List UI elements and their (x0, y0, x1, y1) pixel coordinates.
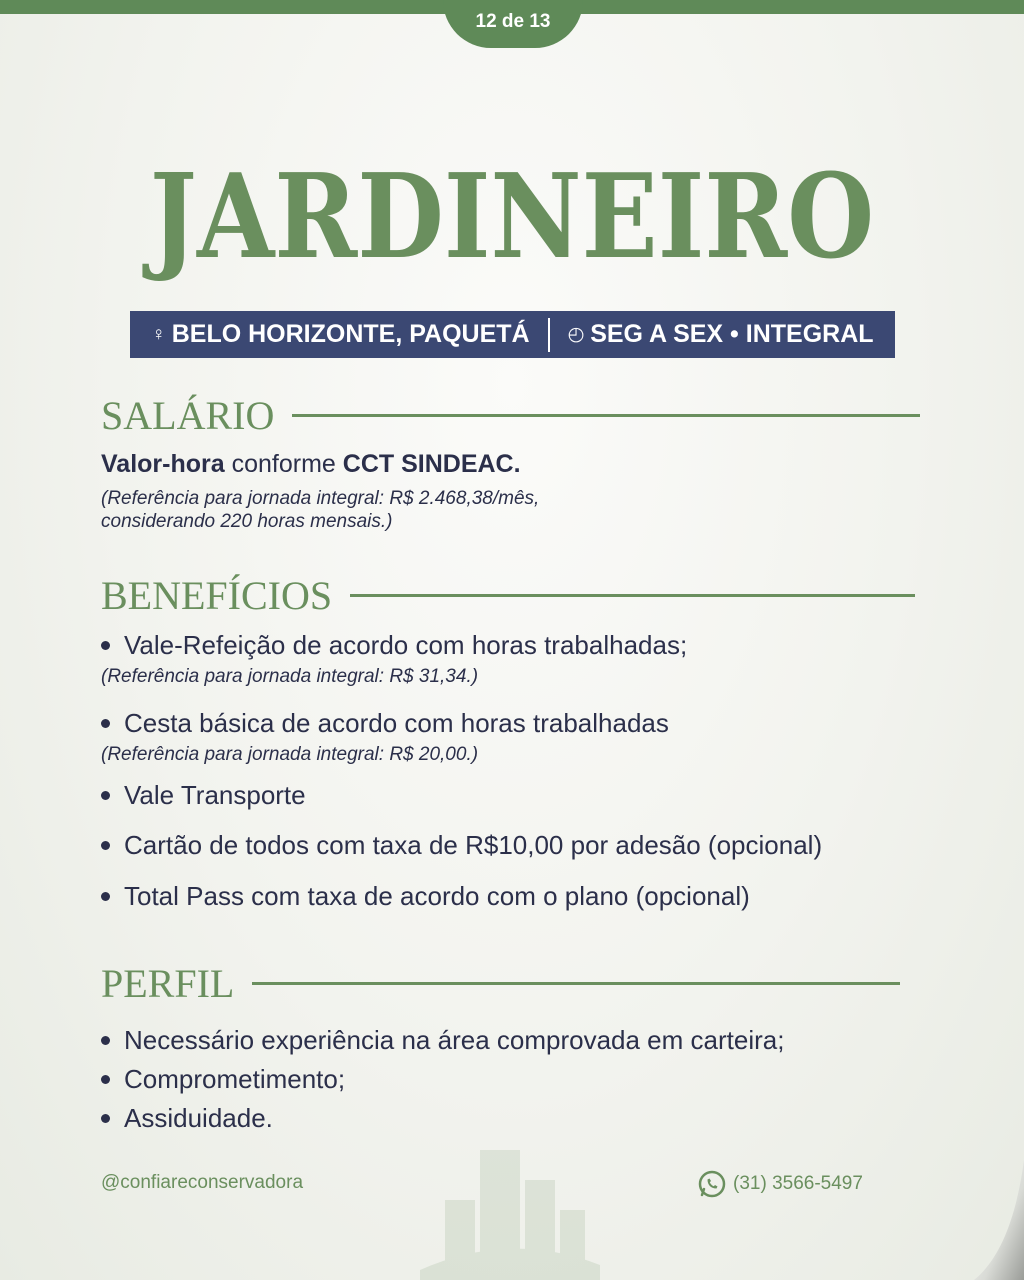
beneficio-item (101, 780, 306, 811)
page-indicator-text: 12 de 13 (475, 11, 551, 32)
perfil-item-text: Comprometimento; (124, 1064, 346, 1094)
bullet-dot-icon (101, 719, 110, 728)
bullet-dot-icon (101, 1114, 110, 1123)
bullet-dot-icon (101, 892, 110, 901)
perfil-item (101, 1103, 273, 1134)
salario-value-bold2: CCT SINDEAC. (342, 450, 521, 478)
perfil-item (101, 1025, 784, 1056)
clock-icon: ◴ (567, 324, 585, 345)
beneficio-item-text: Cartão de todos com taxa de R$10,00 por adesão (opcional) (124, 830, 823, 860)
salario-value (101, 450, 521, 479)
phone-text: (31) 3566-5497 (733, 1173, 863, 1194)
page-indicator (443, 0, 583, 48)
perfil-item-text: Necessário experiência na área comprovada em carteira; (124, 1025, 785, 1055)
beneficio-item (101, 708, 669, 739)
bullet-dot-icon (101, 1075, 110, 1084)
beneficio-item-text: Cesta básica de acordo com horas trabalhadas (124, 708, 669, 738)
bullet-dot-icon (101, 841, 110, 850)
job-title: JARDINEIRO (149, 149, 875, 285)
perfil-heading (101, 960, 900, 1007)
perfil-item-text: Assiduidade. (124, 1103, 273, 1133)
phone-contact[interactable] (697, 1169, 863, 1199)
salario-note-2: considerando 220 horas mensais.) (101, 511, 393, 532)
salario-heading-label: SALÁRIO (101, 393, 275, 438)
beneficio-item-note: (Referência para jornada integral: R$ 20,00.) (101, 744, 479, 765)
beneficio-item-text: Vale Transporte (124, 780, 306, 810)
perfil-item (101, 1064, 345, 1095)
beneficio-item-text: Total Pass com taxa de acordo com o plano (opcional) (124, 881, 750, 911)
bullet-dot-icon (101, 641, 110, 650)
info-bar (130, 311, 895, 358)
bullet-dot-icon (101, 791, 110, 800)
beneficio-item-text: Vale-Refeição de acordo com horas trabalhadas; (124, 630, 688, 660)
whatsapp-icon (697, 1169, 727, 1199)
perfil-heading-label: PERFIL (101, 961, 235, 1006)
location-segment (151, 320, 529, 349)
perfil-rule (252, 982, 900, 985)
info-divider (548, 318, 550, 352)
buildings-watermark-icon (420, 1150, 600, 1280)
beneficio-item (101, 881, 750, 912)
schedule-segment (568, 320, 874, 349)
beneficios-heading-label: BENEFÍCIOS (101, 573, 333, 618)
instagram-handle[interactable]: @confiareconservadora (101, 1172, 304, 1193)
bullet-dot-icon (101, 1036, 110, 1045)
beneficio-item (101, 830, 822, 861)
beneficio-item (101, 630, 687, 661)
salario-value-text: conforme (224, 450, 343, 478)
salario-value-bold: Valor-hora (101, 450, 225, 478)
location-text: BELO HORIZONTE, PAQUETÁ (171, 320, 530, 348)
salario-note-1: (Referência para jornada integral: R$ 2.468,38/mês, (101, 488, 540, 509)
location-pin-icon: ♀ (151, 323, 166, 345)
salario-heading (101, 392, 920, 439)
beneficio-item-note: (Referência para jornada integral: R$ 31,34.) (101, 666, 479, 687)
salario-rule (292, 414, 920, 417)
page-curl-icon (954, 1160, 1024, 1280)
beneficios-heading (101, 572, 915, 619)
beneficios-rule (350, 594, 915, 597)
schedule-text: SEG A SEX • INTEGRAL (590, 320, 874, 348)
